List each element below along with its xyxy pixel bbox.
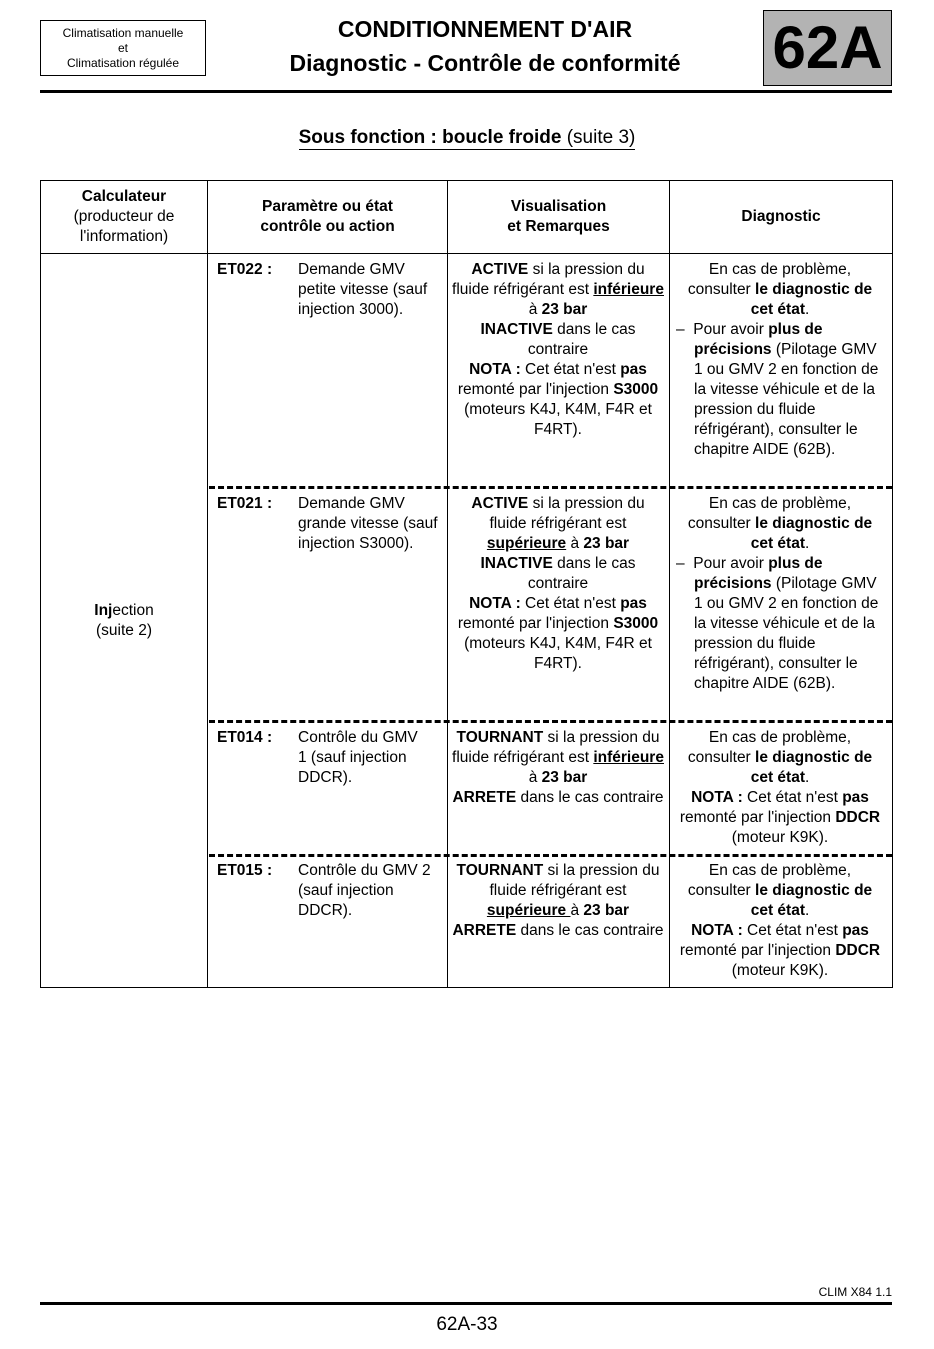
- text-span: plus de précisions: [694, 555, 823, 592]
- text-span: remonté par l'injection: [679, 942, 836, 959]
- text-span: 23 bar: [541, 769, 588, 786]
- page-title-line1: CONDITIONNEMENT D'AIR: [337, 16, 633, 42]
- text-span: pas: [842, 922, 869, 939]
- text-span: si la pression du fluide réfrigérant est: [452, 729, 660, 766]
- text-span: 23 bar: [583, 902, 630, 919]
- text-span: NOTA :: [691, 922, 743, 939]
- text-span: Cet état n'est: [520, 361, 621, 378]
- header-diag-label: Diagnostic: [741, 208, 821, 225]
- text-span: (Pilotage GMV 1 ou GMV 2 en fonction de la vitesse véhicule et de la pression du fluide réfrigérant), consulter le chapitre AIDE (62B).: [694, 341, 879, 458]
- text-span: (moteurs K4J, K4M, F4R et F4RT).: [464, 401, 652, 438]
- text-span: remonté par l'injection: [679, 809, 836, 826]
- text-span: INACTIVE: [480, 321, 553, 338]
- header-calculateur: [42, 182, 206, 252]
- header-visu-line1: Visualisation: [510, 198, 607, 215]
- header-rule: [40, 90, 892, 93]
- text-span: S3000: [613, 615, 659, 632]
- row-divider: [209, 720, 892, 723]
- section-subtitle: [0, 127, 934, 149]
- text-span: En cas de problème, consulter: [687, 261, 852, 298]
- parameter-code: ET022 :: [217, 261, 273, 278]
- text-span: (moteurs K4J, K4M, F4R et F4RT).: [464, 635, 652, 672]
- page-title: [220, 12, 750, 80]
- text-span: En cas de problème, consulter: [687, 729, 852, 766]
- text-span: 23 bar: [583, 535, 630, 552]
- text-span: En cas de problème, consulter: [687, 495, 852, 532]
- text-span: dans le cas contraire: [527, 321, 636, 358]
- text-span: TOURNANT: [456, 729, 544, 746]
- text-span: ARRETE: [452, 922, 517, 939]
- diagnostic-cell: [676, 494, 884, 694]
- header-parametre: [209, 182, 446, 252]
- text-span: NOTA :: [469, 595, 521, 612]
- text-span: ACTIVE: [471, 261, 529, 278]
- text-span: NOTA :: [691, 789, 743, 806]
- text-span: S3000: [613, 381, 659, 398]
- text-span: le diagnostic de cet état: [750, 882, 873, 919]
- visualisation-cell: [452, 728, 664, 808]
- header-calc-title: Calculateur: [81, 188, 167, 205]
- text-span: Cet état n'est: [742, 922, 843, 939]
- diagnostic-cell: [676, 260, 884, 460]
- text-span: remonté par l'injection: [457, 615, 614, 632]
- text-span: si la pression du fluide réfrigérant est: [489, 495, 645, 532]
- text-span: DDCR: [835, 809, 881, 826]
- text-span: remonté par l'injection: [457, 381, 614, 398]
- page-title-line2: Diagnostic - Contrôle de conformité: [289, 50, 681, 76]
- header-diagnostic: [671, 182, 891, 252]
- text-span: si la pression du fluide réfrigérant est: [452, 261, 645, 298]
- text-span: à: [528, 769, 542, 786]
- text-span: DDCR: [835, 942, 881, 959]
- visualisation-cell: [452, 494, 664, 674]
- text-span: NOTA :: [469, 361, 521, 378]
- text-span: Pour avoir: [693, 555, 769, 572]
- section-code-badge: 62A: [763, 10, 892, 86]
- row-divider: [209, 854, 892, 857]
- document-reference: CLIM X84 1.1: [818, 1285, 892, 1299]
- text-span: (moteur K9K).: [731, 829, 829, 846]
- header-param-line1: Paramètre ou état: [262, 198, 393, 215]
- subtitle-bold: Sous fonction : boucle froide: [298, 127, 562, 148]
- header-visualisation: [449, 182, 668, 252]
- text-span: ARRETE: [452, 789, 517, 806]
- text-span: supérieure: [486, 902, 571, 919]
- calculateur-rest: ection: [112, 602, 154, 619]
- footer-rule: [40, 1302, 892, 1305]
- subtitle-normal: (suite 3): [561, 127, 636, 148]
- parameter-description: Demande GMV grande vitesse (sauf injection S3000).: [298, 495, 438, 552]
- text-span: –: [676, 321, 685, 338]
- parameter-description: Demande GMV petite vitesse (sauf injection 3000).: [298, 261, 428, 318]
- text-span: plus de précisions: [694, 321, 823, 358]
- parameter-code: ET014 :: [217, 729, 273, 746]
- text-span: le diagnostic de cet état: [750, 515, 873, 552]
- diagnostic-cell: [676, 861, 884, 981]
- text-span: .: [804, 301, 810, 318]
- text-span: inférieure: [593, 749, 664, 766]
- column-divider: [207, 180, 208, 988]
- visualisation-cell: [452, 861, 664, 941]
- header-visu-line2: et Remarques: [507, 218, 610, 235]
- text-span: (moteur K9K).: [731, 962, 829, 979]
- text-span: ACTIVE: [471, 495, 529, 512]
- applicability-line: Climatisation régulée: [66, 55, 180, 70]
- parameter-description: Contrôle du GMV 1 (sauf injection DDCR).: [298, 729, 418, 786]
- text-span: si la pression du fluide réfrigérant est: [489, 862, 660, 899]
- applicability-line: Climatisation manuelle: [62, 25, 184, 40]
- text-span: .: [804, 769, 810, 786]
- text-span: dans le cas contraire: [527, 555, 636, 592]
- row-divider: [209, 486, 892, 489]
- text-span: dans le cas contraire: [516, 789, 664, 806]
- text-span: Pour avoir: [693, 321, 769, 338]
- text-span: le diagnostic de cet état: [750, 281, 873, 318]
- calculateur-bold: Inj: [94, 602, 113, 619]
- text-span: à: [528, 301, 542, 318]
- text-span: inférieure: [593, 281, 664, 298]
- parameter-code: ET015 :: [217, 862, 273, 879]
- page-number: 62A-33: [436, 1314, 498, 1335]
- parameter-code: ET021 :: [217, 495, 273, 512]
- text-span: pas: [620, 595, 647, 612]
- text-span: Cet état n'est: [520, 595, 621, 612]
- text-span: .: [804, 535, 810, 552]
- header-calc-subtitle: (producteur de l'information): [73, 208, 175, 245]
- header-divider: [40, 253, 893, 254]
- text-span: à: [566, 535, 584, 552]
- header-param-line2: contrôle ou action: [260, 218, 395, 235]
- text-span: Cet état n'est: [742, 789, 843, 806]
- text-span: pas: [620, 361, 647, 378]
- text-span: dans le cas contraire: [516, 922, 664, 939]
- diagnostic-cell: [676, 728, 884, 848]
- text-span: .: [804, 902, 810, 919]
- text-span: à: [570, 902, 584, 919]
- column-divider: [669, 180, 670, 988]
- text-span: TOURNANT: [456, 862, 544, 879]
- calculateur-cell: [42, 601, 206, 641]
- text-span: 23 bar: [541, 301, 588, 318]
- calculateur-suite: (suite 2): [96, 622, 152, 639]
- text-span: supérieure: [486, 535, 567, 552]
- text-span: En cas de problème, consulter: [687, 862, 852, 899]
- applicability-line: et: [117, 40, 128, 55]
- visualisation-cell: [452, 260, 664, 440]
- parameter-description: Contrôle du GMV 2 (sauf injection DDCR).: [298, 862, 431, 919]
- text-span: le diagnostic de cet état: [750, 749, 873, 786]
- text-span: pas: [842, 789, 869, 806]
- column-divider: [447, 180, 448, 988]
- text-span: (Pilotage GMV 1 ou GMV 2 en fonction de la vitesse véhicule et de la pression du fluide réfrigérant), consulter le chapitre AIDE (62B).: [694, 575, 879, 692]
- text-span: INACTIVE: [480, 555, 553, 572]
- applicability-box: [40, 20, 206, 76]
- text-span: –: [676, 555, 685, 572]
